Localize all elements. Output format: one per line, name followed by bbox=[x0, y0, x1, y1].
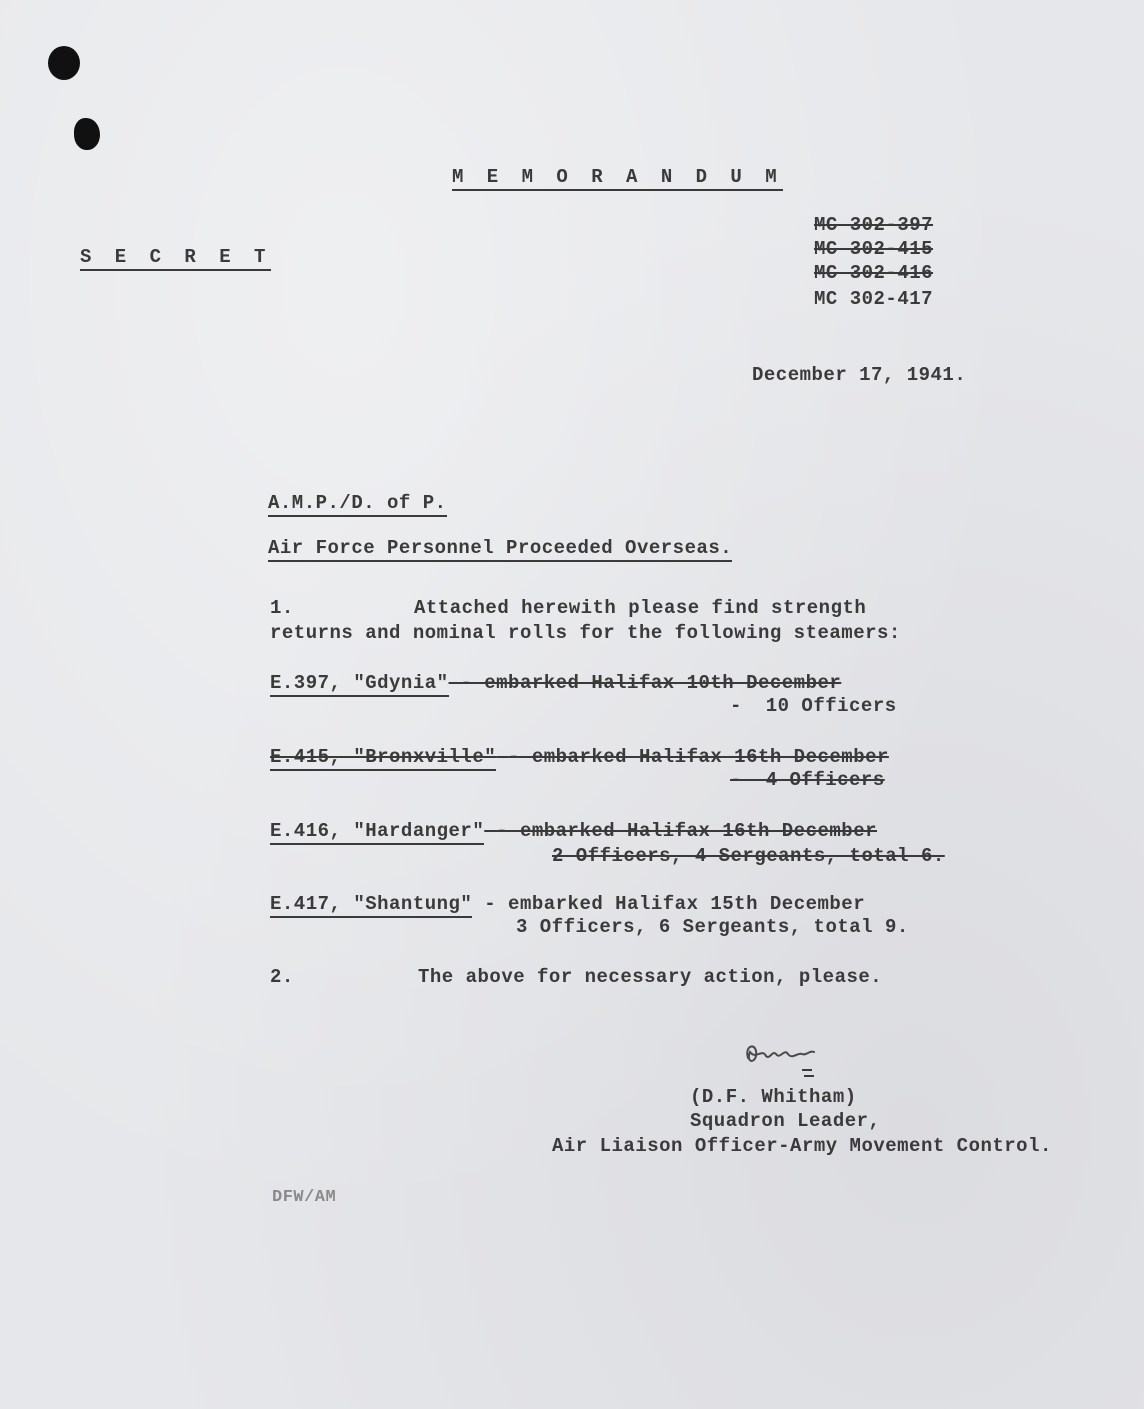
file-ref-4: MC 302-417 bbox=[814, 288, 934, 310]
para1-line2: returns and nominal rolls for the following steamers: bbox=[270, 622, 901, 644]
punch-hole-top bbox=[48, 46, 80, 80]
punch-hole-bottom bbox=[74, 118, 100, 150]
steamer-ref-2: E.415, "Bronxville" bbox=[270, 746, 496, 771]
para1-line1: Attached herewith please find strength bbox=[414, 597, 867, 619]
signatory-title: Air Liaison Officer-Army Movement Control. bbox=[552, 1135, 1052, 1157]
steamer-ref-3: E.416, "Hardanger" bbox=[270, 820, 484, 845]
file-ref-2: MC 302-415 bbox=[814, 238, 934, 260]
steamer-count-2: - 4 Officers bbox=[730, 769, 885, 791]
classification-label: S E C R E T bbox=[80, 246, 271, 271]
steamer-detail-2: - embarked Halifax 16th December bbox=[496, 746, 889, 768]
steamer-detail-3: - embarked Halifax 16th December bbox=[484, 820, 877, 842]
steamer-count-1: - 10 Officers bbox=[730, 695, 897, 717]
addressee: A.M.P./D. of P. bbox=[268, 492, 447, 517]
steamer-entry-3 bbox=[270, 820, 877, 842]
steamer-count-3: 2 Officers, 4 Sergeants, total 6. bbox=[552, 845, 945, 867]
handwritten-initials-signature bbox=[740, 1030, 830, 1090]
steamer-ref-4: E.417, "Shantung" bbox=[270, 893, 472, 918]
steamer-detail-4: - embarked Halifax 15th December bbox=[472, 893, 866, 915]
steamer-entry-4 bbox=[270, 893, 865, 915]
signatory-rank: Squadron Leader, bbox=[690, 1110, 881, 1132]
para2-text: The above for necessary action, please. bbox=[418, 966, 883, 988]
steamer-entry-1 bbox=[270, 672, 841, 694]
steamer-detail-1: - embarked Halifax 10th December bbox=[448, 672, 842, 694]
typist-initials: DFW/AM bbox=[272, 1188, 337, 1207]
steamer-ref-1: E.397, "Gdynia" bbox=[270, 672, 449, 697]
memo-title: M E M O R A N D U M bbox=[452, 166, 783, 191]
steamer-entry-2 bbox=[270, 746, 889, 768]
steamer-count-4: 3 Officers, 6 Sergeants, total 9. bbox=[516, 916, 909, 938]
memo-date: December 17, 1941. bbox=[752, 364, 967, 386]
para2-number: 2. bbox=[270, 966, 294, 988]
subject-line: Air Force Personnel Proceeded Overseas. bbox=[268, 537, 732, 562]
signatory-name: (D.F. Whitham) bbox=[690, 1086, 857, 1108]
file-ref-3: MC 302-416 bbox=[814, 262, 934, 284]
para1-number: 1. bbox=[270, 597, 294, 619]
file-ref-1: MC 302-397 bbox=[814, 214, 934, 236]
